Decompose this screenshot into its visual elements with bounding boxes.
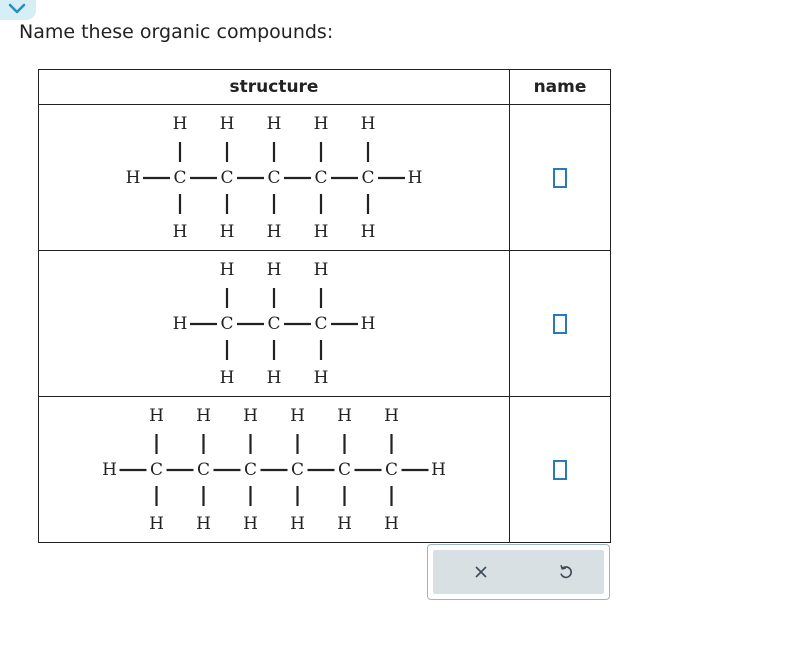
structure-cell bbox=[39, 397, 510, 543]
structure-cell bbox=[39, 105, 510, 251]
hydrogen-atom: H bbox=[360, 222, 376, 242]
hydrogen-atom: H bbox=[243, 406, 258, 426]
hydrogen-atom: H bbox=[172, 222, 188, 242]
hydrogen-atom: H bbox=[102, 460, 117, 480]
hydrogen-atom: H bbox=[290, 406, 305, 426]
hydrogen-atom: H bbox=[266, 114, 282, 134]
hydrogen-atom: H bbox=[266, 368, 282, 388]
answer-action-bar bbox=[427, 544, 610, 600]
hydrogen-atom: H bbox=[243, 514, 258, 534]
hydrogen-atom: H bbox=[431, 460, 446, 480]
carbon-atom: C bbox=[243, 460, 258, 480]
hydrogen-atom: H bbox=[219, 114, 235, 134]
hydrogen-atom: H bbox=[290, 514, 305, 534]
hydrogen-atom: H bbox=[149, 514, 164, 534]
hydrogen-atom: H bbox=[313, 260, 329, 280]
carbon-atom: C bbox=[196, 460, 211, 480]
hydrogen-atom: H bbox=[360, 314, 376, 334]
name-cell bbox=[510, 251, 611, 397]
name-answer-input[interactable] bbox=[553, 460, 567, 480]
carbon-atom: C bbox=[290, 460, 305, 480]
action-bar-inner bbox=[433, 550, 604, 594]
structure-column-header: structure bbox=[39, 70, 510, 105]
question-prompt: Name these organic compounds: bbox=[19, 21, 334, 43]
hydrogen-atom: H bbox=[125, 168, 141, 188]
hexane-structure bbox=[39, 397, 509, 542]
undo-button[interactable] bbox=[546, 550, 586, 594]
structure-cell bbox=[39, 251, 510, 397]
table-row bbox=[39, 251, 611, 397]
table-row bbox=[39, 397, 611, 543]
collapse-toggle[interactable] bbox=[0, 0, 36, 20]
carbon-atom: C bbox=[314, 314, 328, 334]
hydrogen-atom: H bbox=[172, 114, 188, 134]
pentane-structure bbox=[39, 105, 509, 250]
carbon-atom: C bbox=[173, 168, 187, 188]
name-answer-input[interactable] bbox=[553, 168, 567, 188]
name-answer-input[interactable] bbox=[553, 314, 567, 334]
hydrogen-atom: H bbox=[313, 114, 329, 134]
hydrogen-atom: H bbox=[360, 114, 376, 134]
clear-button[interactable] bbox=[461, 550, 501, 594]
hydrogen-atom: H bbox=[149, 406, 164, 426]
table-header-row bbox=[39, 70, 611, 105]
hydrogen-atom: H bbox=[196, 406, 211, 426]
hydrogen-atom: H bbox=[313, 222, 329, 242]
carbon-atom: C bbox=[314, 168, 328, 188]
hydrogen-atom: H bbox=[313, 368, 329, 388]
hydrogen-atom: H bbox=[407, 168, 423, 188]
hydrogen-atom: H bbox=[219, 222, 235, 242]
chevron-down-icon bbox=[7, 2, 27, 16]
hydrogen-atom: H bbox=[337, 406, 352, 426]
hydrogen-atom: H bbox=[219, 260, 235, 280]
undo-icon bbox=[558, 564, 574, 580]
hydrogen-atom: H bbox=[196, 514, 211, 534]
carbon-atom: C bbox=[361, 168, 375, 188]
propane-structure bbox=[39, 251, 509, 396]
name-cell bbox=[510, 105, 611, 251]
carbon-atom: C bbox=[267, 168, 281, 188]
name-cell bbox=[510, 397, 611, 543]
compounds-table bbox=[38, 69, 611, 543]
hydrogen-atom: H bbox=[219, 368, 235, 388]
carbon-atom: C bbox=[149, 460, 164, 480]
hydrogen-atom: H bbox=[266, 222, 282, 242]
table-row bbox=[39, 105, 611, 251]
carbon-atom: C bbox=[337, 460, 352, 480]
x-icon bbox=[474, 565, 488, 579]
hydrogen-atom: H bbox=[384, 406, 399, 426]
carbon-atom: C bbox=[384, 460, 399, 480]
hydrogen-atom: H bbox=[337, 514, 352, 534]
name-column-header: name bbox=[510, 70, 611, 105]
carbon-atom: C bbox=[220, 168, 234, 188]
hydrogen-atom: H bbox=[384, 514, 399, 534]
carbon-atom: C bbox=[267, 314, 281, 334]
hydrogen-atom: H bbox=[266, 260, 282, 280]
carbon-atom: C bbox=[220, 314, 234, 334]
hydrogen-atom: H bbox=[172, 314, 188, 334]
